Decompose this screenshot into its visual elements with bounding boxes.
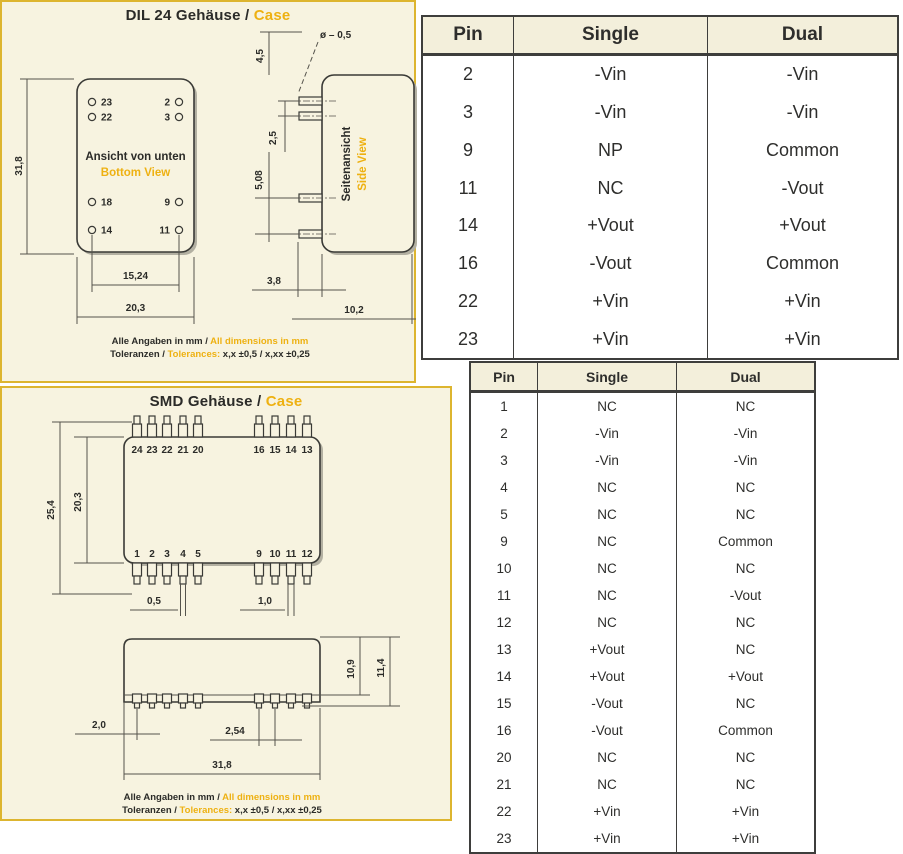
pin-label: 11 — [159, 225, 170, 237]
table-cell: 1 — [471, 393, 538, 420]
table-cell: -Vin — [733, 453, 758, 468]
table-cell: NC — [735, 561, 756, 576]
footer-en: All dimensions in mm — [210, 336, 309, 347]
table-cell: -Vout — [538, 690, 677, 717]
dim-4-5 — [255, 32, 302, 75]
table-cell: Common — [718, 723, 773, 738]
table-row — [471, 825, 814, 852]
table-cell: NP — [514, 132, 708, 170]
table-cell: 23 — [423, 320, 514, 358]
pin-label: 13 — [301, 445, 313, 456]
table-cell: +Vin — [538, 825, 677, 852]
dil-footer-line1 — [112, 336, 309, 347]
table-cell: -Vout — [781, 177, 824, 198]
table-cell: +Vin — [784, 290, 821, 311]
table-cell: 20 — [471, 744, 538, 771]
dim-2-5 — [268, 101, 299, 152]
table-cell: NC — [538, 744, 677, 771]
leader-line — [298, 42, 318, 94]
table-row — [471, 636, 814, 663]
column-header: Single — [514, 17, 708, 53]
table-cell: NC — [538, 582, 677, 609]
table-cell: NC — [538, 501, 677, 528]
smd-bottom-pins — [133, 563, 312, 584]
table-cell: NC — [538, 474, 677, 501]
table-header-row — [423, 17, 897, 56]
table-cell: 11 — [471, 582, 538, 609]
table-cell: +Vin — [784, 328, 821, 349]
dim-31-8 — [14, 79, 74, 254]
table-cell: -Vin — [514, 94, 708, 132]
dim-label: 1,0 — [258, 596, 272, 607]
table-cell: NC — [538, 393, 677, 420]
dim-label: 10,9 — [346, 659, 357, 679]
pin-label: 21 — [177, 445, 189, 456]
table-cell: 3 — [471, 447, 538, 474]
dim-10-2 — [292, 254, 416, 324]
table-cell: -Vin — [786, 102, 819, 123]
pin-label: 10 — [269, 549, 281, 560]
dim-label: 2,54 — [225, 726, 245, 737]
table-cell: Common — [718, 534, 773, 549]
table-cell: 3 — [423, 94, 514, 132]
dil-title-en: Case — [253, 7, 291, 24]
pin-label: 2 — [149, 549, 155, 560]
pin-label: 1 — [134, 549, 140, 560]
footer-de: Alle Angaben in mm / — [123, 792, 223, 803]
table-cell: -Vout — [538, 717, 677, 744]
table-row — [423, 56, 897, 94]
table-cell: 13 — [471, 636, 538, 663]
dim-20-3-smd — [73, 437, 124, 563]
table-cell: +Vin — [538, 798, 677, 825]
dim-31-8-smd — [124, 708, 320, 780]
pin-label: 20 — [192, 445, 204, 456]
table-cell: +Vout — [728, 669, 763, 684]
smd-case-diagram — [2, 388, 450, 819]
table-cell: NC — [735, 399, 756, 414]
column-header: Pin — [423, 17, 514, 53]
table-cell: 10 — [471, 555, 538, 582]
pin-label: 9 — [256, 549, 262, 560]
table-row — [471, 798, 814, 825]
smd-title-de: SMD Gehäuse / — [149, 393, 266, 410]
pin-label: 9 — [164, 197, 170, 209]
pin-label: 4 — [180, 549, 186, 560]
table-cell: NC — [735, 615, 756, 630]
pin-label: 15 — [269, 445, 281, 456]
pin-label: 23 — [146, 445, 158, 456]
table-row — [471, 690, 814, 717]
table-cell: +Vin — [514, 320, 708, 358]
column-header: Dual — [730, 368, 761, 385]
dim-label: 5,08 — [254, 170, 265, 190]
table-cell: +Vin — [731, 831, 760, 846]
table-cell: NC — [735, 750, 756, 765]
table-cell: NC — [538, 771, 677, 798]
dil-bottom-view — [14, 79, 197, 324]
table-row — [471, 771, 814, 798]
dil-pin-assignment-table — [421, 15, 899, 360]
dim-2-54 — [210, 709, 302, 746]
table-cell: 14 — [423, 207, 514, 245]
dim-10-9 — [320, 637, 370, 695]
pin-label: 2 — [164, 97, 170, 109]
dim-label: 15,24 — [122, 271, 149, 282]
footer-rest: x,x ±0,5 / x,xx ±0,25 — [232, 805, 322, 816]
smd-top-pins — [133, 416, 312, 437]
dil-side-view — [252, 30, 417, 324]
dim-5-08 — [254, 152, 299, 242]
table-row — [471, 555, 814, 582]
table-row — [471, 609, 814, 636]
table-row — [471, 717, 814, 744]
dim-label: 20,3 — [73, 492, 84, 512]
dim-label: 31,8 — [212, 760, 232, 771]
dim-2-0 — [75, 702, 160, 740]
package-outline — [124, 639, 320, 702]
table-row — [423, 283, 897, 321]
table-row — [471, 582, 814, 609]
table-cell: 9 — [471, 528, 538, 555]
dil-title-de: DIL 24 Gehäuse / — [125, 7, 254, 24]
table-cell: 22 — [423, 283, 514, 321]
pin-diameter-label: ø – 0,5 — [320, 30, 352, 41]
pin-label: 22 — [161, 445, 173, 456]
table-cell: -Vin — [514, 56, 708, 94]
table-row — [423, 169, 897, 207]
column-header: Pin — [471, 363, 538, 390]
table-cell: +Vout — [538, 636, 677, 663]
dim-label: 2,5 — [268, 131, 279, 145]
smd-footer-line1 — [124, 792, 321, 803]
table-row — [423, 320, 897, 358]
table-row — [471, 393, 814, 420]
table-cell: NC — [735, 777, 756, 792]
table-row — [423, 207, 897, 245]
dim-label: 0,5 — [147, 596, 161, 607]
table-row — [471, 420, 814, 447]
dim-label: 11,4 — [376, 658, 387, 678]
pin-label: 5 — [195, 549, 201, 560]
table-row — [471, 663, 814, 690]
table-cell: -Vout — [729, 588, 762, 603]
dim-label: 10,2 — [344, 305, 364, 316]
pin-label: 22 — [101, 112, 113, 124]
dim-label: 31,8 — [14, 156, 25, 176]
pin-label: 18 — [101, 197, 113, 209]
table-cell: NC — [538, 555, 677, 582]
table-cell: -Vin — [733, 426, 758, 441]
table-cell: 23 — [471, 825, 538, 852]
table-row — [471, 744, 814, 771]
dil-footer-line2 — [110, 349, 310, 360]
table-cell: NC — [735, 507, 756, 522]
dim-1-0 — [240, 584, 294, 616]
table-cell: NC — [538, 609, 677, 636]
table-row — [471, 447, 814, 474]
table-row — [471, 528, 814, 555]
dim-label: 20,3 — [125, 303, 146, 314]
table-cell: 16 — [423, 245, 514, 283]
table-cell: +Vout — [779, 215, 826, 236]
table-cell: +Vout — [538, 663, 677, 690]
table-cell: -Vin — [786, 64, 819, 85]
smd-footer-line2 — [122, 805, 322, 816]
footer-en: All dimensions in mm — [222, 792, 321, 803]
footer-rest: x,x ±0,5 / x,xx ±0,25 — [220, 349, 310, 360]
smd-case-panel — [0, 386, 452, 821]
table-header-row — [471, 363, 814, 393]
table-cell: NC — [735, 696, 756, 711]
table-row — [423, 94, 897, 132]
dim-25-4 — [46, 422, 132, 594]
dim-label: 4,5 — [255, 49, 266, 63]
table-row — [471, 501, 814, 528]
table-cell: +Vin — [514, 283, 708, 321]
pin-label: 24 — [131, 445, 143, 456]
table-cell: 22 — [471, 798, 538, 825]
table-cell: 15 — [471, 690, 538, 717]
table-cell: NC — [735, 642, 756, 657]
table-cell: 2 — [471, 420, 538, 447]
dim-0-5 — [130, 584, 186, 616]
dim-label: 2,0 — [92, 720, 106, 731]
table-cell: 21 — [471, 771, 538, 798]
smd-pin-assignment-table — [469, 361, 816, 854]
table-cell: NC — [735, 480, 756, 495]
table-cell: 9 — [423, 132, 514, 170]
table-cell: 16 — [471, 717, 538, 744]
table-cell: -Vin — [538, 420, 677, 447]
column-header: Single — [538, 363, 677, 390]
pin-label: 11 — [285, 549, 297, 560]
pin-label: 3 — [164, 549, 170, 560]
dim-20-3 — [77, 257, 194, 324]
footer-de: Toleranzen / — [122, 805, 180, 816]
table-row — [423, 245, 897, 283]
table-cell: Common — [765, 253, 840, 274]
smd-title-en: Case — [265, 393, 303, 410]
table-cell: 5 — [471, 501, 538, 528]
pin-label: 14 — [285, 445, 297, 456]
pin-label: 23 — [101, 97, 113, 109]
smd-top-view — [46, 416, 323, 616]
bottom-view-label-en: Bottom View — [100, 167, 171, 179]
side-view-label-en: Side View — [357, 137, 369, 191]
table-cell: 14 — [471, 663, 538, 690]
table-cell: 2 — [423, 56, 514, 94]
column-header: Dual — [781, 24, 824, 45]
table-cell: 4 — [471, 474, 538, 501]
dil-case-panel — [0, 0, 416, 383]
table-cell: NC — [538, 528, 677, 555]
pin-label: 12 — [301, 549, 313, 560]
table-cell: -Vin — [538, 447, 677, 474]
bottom-view-label-de: Ansicht von unten — [85, 151, 186, 163]
footer-de: Toleranzen / — [110, 349, 168, 360]
pin-label: 16 — [253, 445, 265, 456]
pin-label: 3 — [164, 112, 170, 124]
table-cell: 12 — [471, 609, 538, 636]
dim-label: 3,8 — [267, 276, 281, 287]
dil-case-diagram — [2, 2, 418, 385]
dim-label: 25,4 — [46, 500, 57, 520]
side-view-label-de: Seitenansicht — [341, 126, 353, 202]
table-cell: -Vout — [514, 245, 708, 283]
table-cell: +Vin — [731, 804, 760, 819]
table-cell: Common — [765, 139, 840, 160]
footer-accent: Tolerances: — [179, 805, 233, 816]
table-row — [423, 132, 897, 170]
table-cell: +Vout — [514, 207, 708, 245]
footer-accent: Tolerances: — [167, 349, 221, 360]
smd-side-view — [75, 637, 400, 780]
pin-label: 14 — [101, 225, 113, 237]
table-cell: 11 — [423, 169, 514, 207]
footer-de: Alle Angaben in mm / — [111, 336, 211, 347]
table-row — [471, 474, 814, 501]
table-cell: NC — [514, 169, 708, 207]
